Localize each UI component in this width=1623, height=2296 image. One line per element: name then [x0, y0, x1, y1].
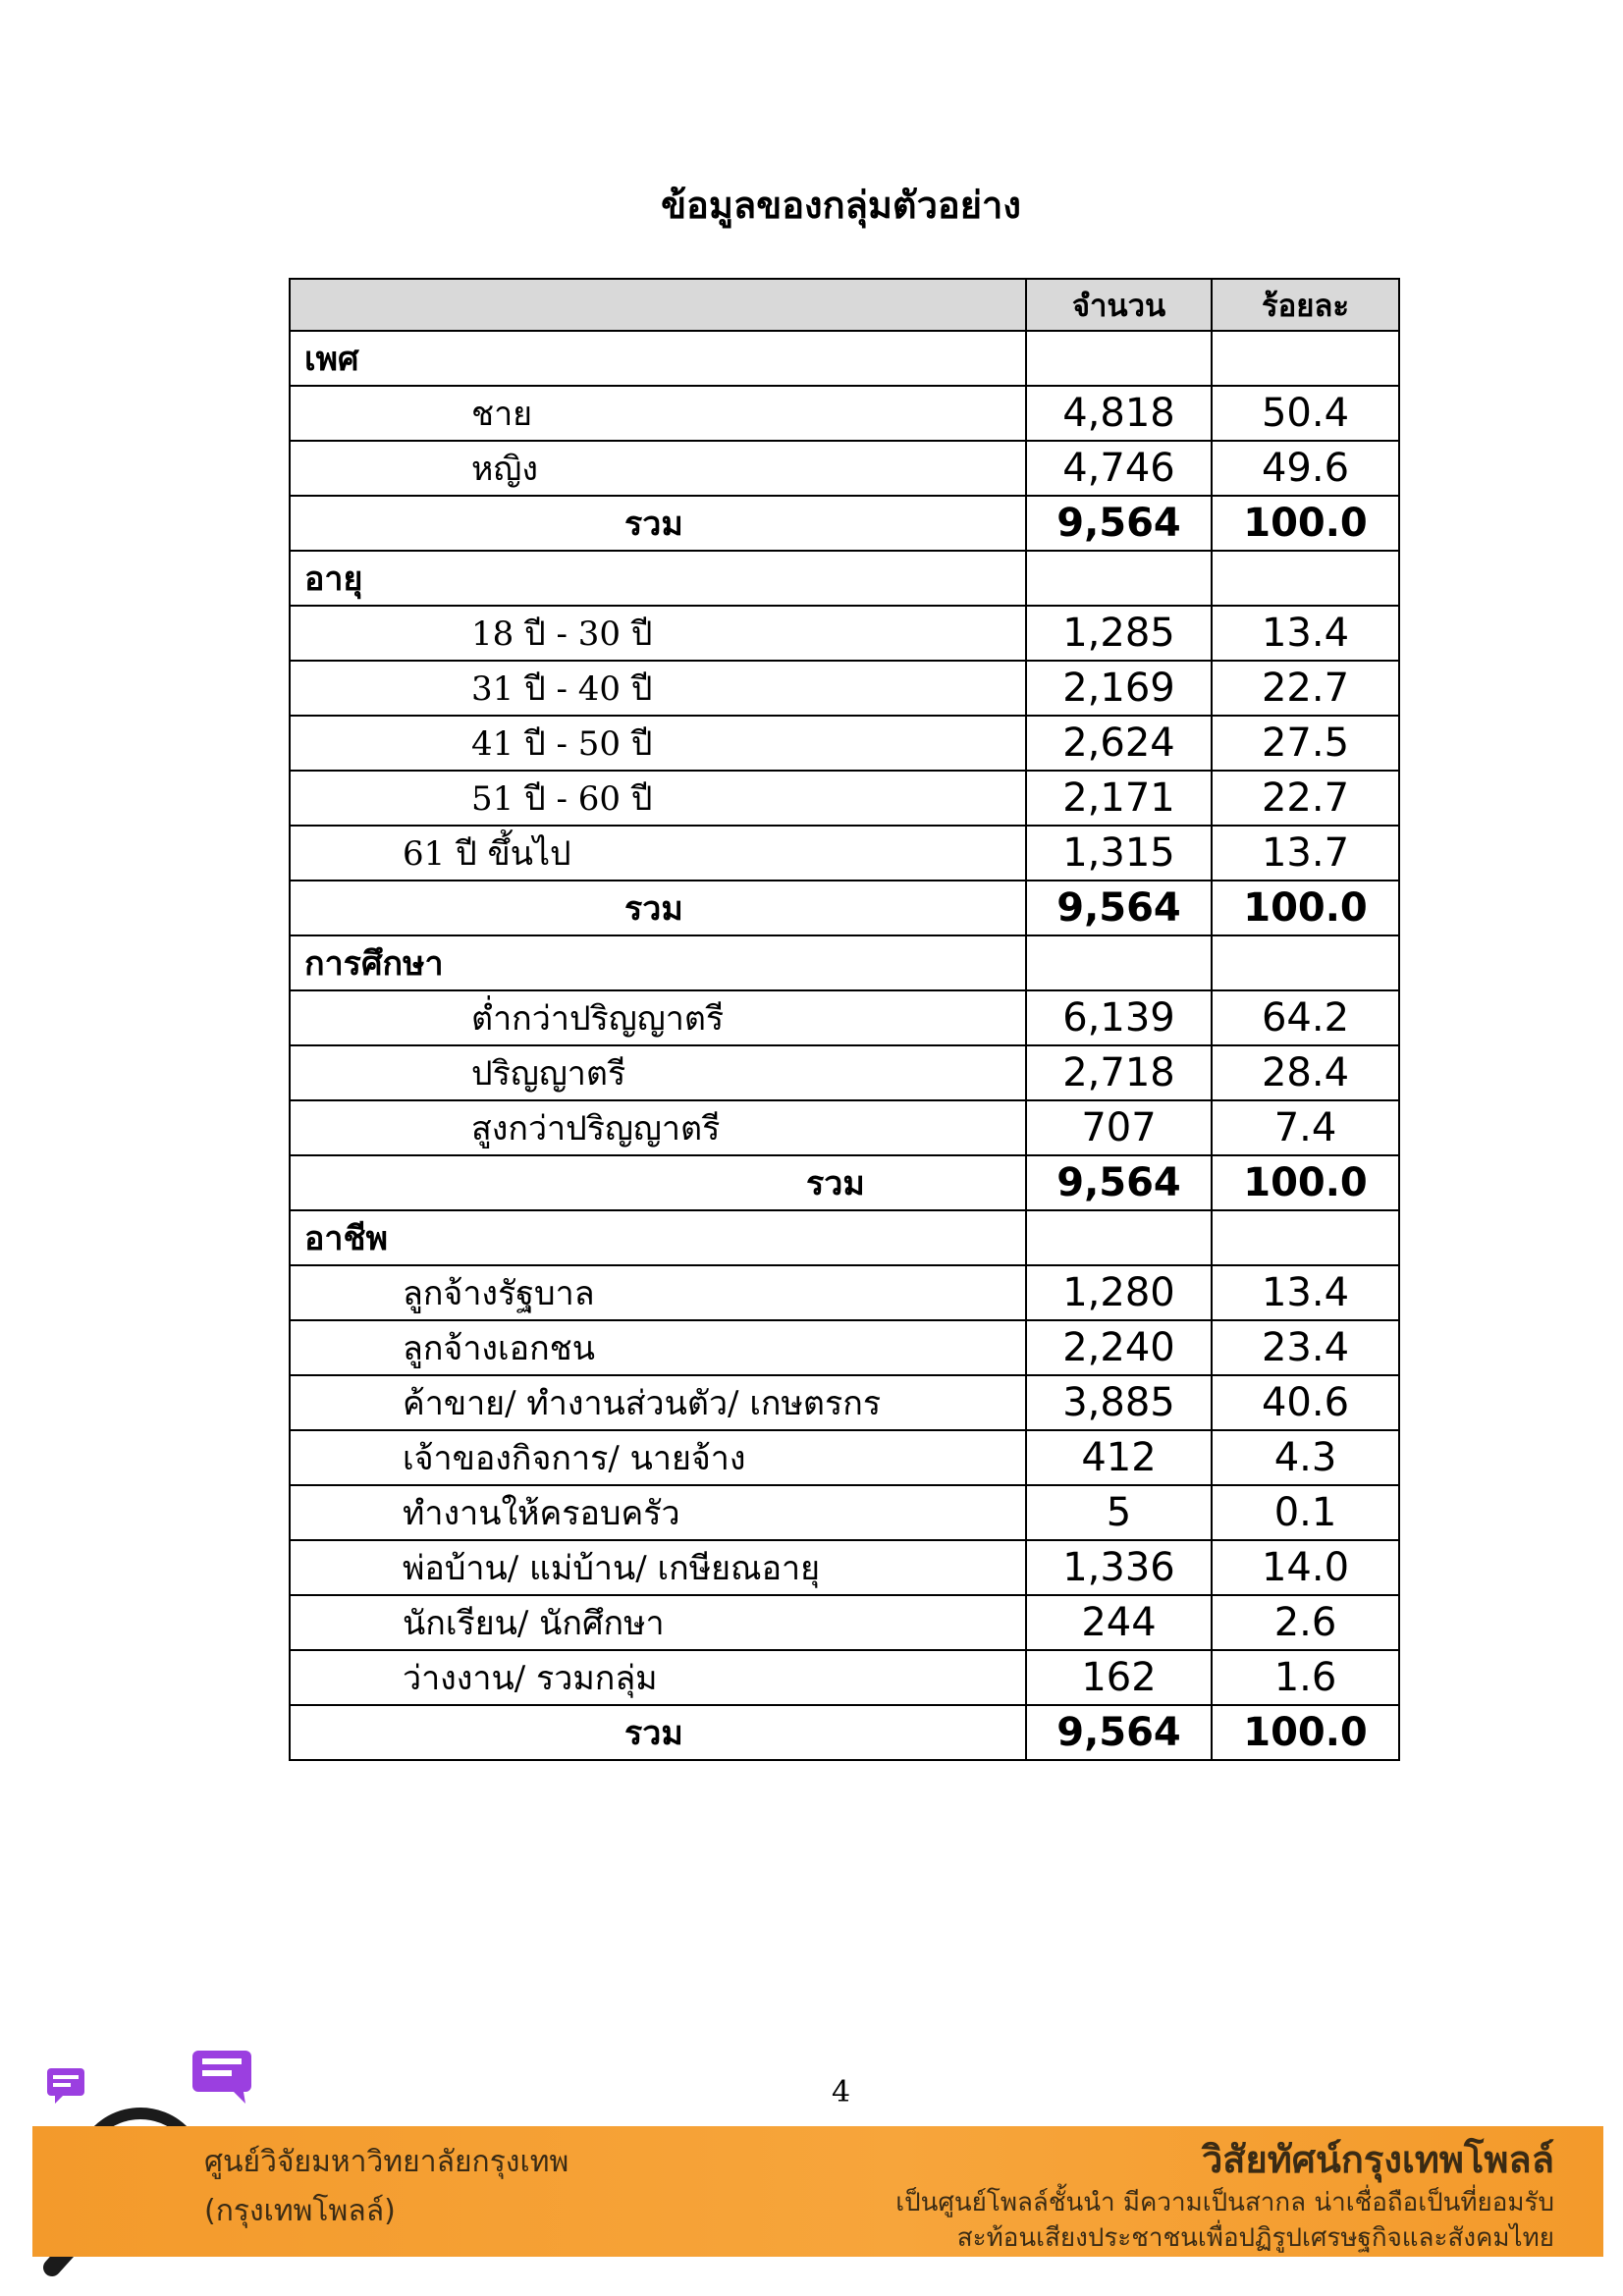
- footer-org-short: (กรุงเทพโพลล์): [204, 2194, 396, 2228]
- footer-banner: [32, 2126, 1603, 2257]
- count-cell: 4,818: [1026, 386, 1212, 441]
- count-cell: 1,315: [1026, 826, 1212, 881]
- table-row: [290, 826, 1399, 881]
- percent-cell: 13.4: [1212, 1265, 1399, 1320]
- percent-cell: 13.4: [1212, 606, 1399, 661]
- table-row: [290, 331, 1399, 386]
- table-row: [290, 1430, 1399, 1485]
- count-cell: 3,885: [1026, 1375, 1212, 1430]
- table-row: [290, 661, 1399, 716]
- total-label: รวม: [290, 496, 1026, 551]
- chat-bubble-icon: [192, 2051, 251, 2104]
- percent-cell: [1212, 935, 1399, 990]
- table-row: [290, 606, 1399, 661]
- table-row: [290, 935, 1399, 990]
- footer-vision: [895, 2134, 1554, 2256]
- percent-cell: 100.0: [1212, 881, 1399, 935]
- table-row: [290, 881, 1399, 935]
- table-row: [290, 1265, 1399, 1320]
- row-label: ลูกจ้างรัฐบาล: [290, 1265, 1026, 1320]
- footer-org-name: ศูนย์วิจัยมหาวิทยาลัยกรุงเทพ: [204, 2145, 569, 2179]
- row-label: นักเรียน/ นักศึกษา: [290, 1595, 1026, 1650]
- row-label: 31 ปี - 40 ปี: [290, 661, 1026, 716]
- count-cell: 2,169: [1026, 661, 1212, 716]
- table-row: [290, 1210, 1399, 1265]
- table-row: [290, 990, 1399, 1045]
- table-row: [290, 441, 1399, 496]
- percent-cell: 22.7: [1212, 661, 1399, 716]
- count-cell: 1,280: [1026, 1265, 1212, 1320]
- row-label: 61 ปี ขึ้นไป: [290, 826, 1026, 881]
- percent-cell: 0.1: [1212, 1485, 1399, 1540]
- table-row: [290, 716, 1399, 771]
- footer-tagline-1: เป็นศูนย์โพลล์ชั้นนำ มีความเป็นสากล น่าเชื่อถือเป็นที่ยอมรับ: [895, 2188, 1554, 2217]
- percent-cell: [1212, 1210, 1399, 1265]
- count-cell: 1,336: [1026, 1540, 1212, 1595]
- row-label: ชาย: [290, 386, 1026, 441]
- row-label: ต่ำกว่าปริญญาตรี: [290, 990, 1026, 1045]
- row-label: พ่อบ้าน/ แม่บ้าน/ เกษียณอายุ: [290, 1540, 1026, 1595]
- row-label: หญิง: [290, 441, 1026, 496]
- table-row: [290, 496, 1399, 551]
- percent-cell: 14.0: [1212, 1540, 1399, 1595]
- table-row: [290, 1100, 1399, 1155]
- count-cell: 244: [1026, 1595, 1212, 1650]
- row-label: 41 ปี - 50 ปี: [290, 716, 1026, 771]
- percent-cell: 2.6: [1212, 1595, 1399, 1650]
- percent-cell: 49.6: [1212, 441, 1399, 496]
- row-label: ปริญญาตรี: [290, 1045, 1026, 1100]
- table-row: [290, 1375, 1399, 1430]
- table-row: [290, 1485, 1399, 1540]
- row-label: ลูกจ้างเอกชน: [290, 1320, 1026, 1375]
- percent-cell: 13.7: [1212, 826, 1399, 881]
- count-cell: 1,285: [1026, 606, 1212, 661]
- percent-cell: 7.4: [1212, 1100, 1399, 1155]
- chat-bubble-icon: [47, 2068, 84, 2104]
- count-cell: [1026, 935, 1212, 990]
- percent-cell: 100.0: [1212, 496, 1399, 551]
- percent-cell: 64.2: [1212, 990, 1399, 1045]
- count-cell: [1026, 1210, 1212, 1265]
- footer-brand: วิสัยทัศน์กรุงเทพโพลล์: [1201, 2138, 1554, 2181]
- percent-cell: 4.3: [1212, 1430, 1399, 1485]
- table-row: [290, 1155, 1399, 1210]
- count-cell: 9,564: [1026, 496, 1212, 551]
- table-header-row: [290, 279, 1399, 331]
- group-heading: เพศ: [290, 331, 1026, 386]
- page-title: ข้อมูลของกลุ่มตัวอย่าง: [661, 183, 1021, 227]
- count-cell: 2,240: [1026, 1320, 1212, 1375]
- table-row: [290, 1595, 1399, 1650]
- group-heading: อาชีพ: [290, 1210, 1026, 1265]
- group-heading: อายุ: [290, 551, 1026, 606]
- percent-cell: [1212, 331, 1399, 386]
- percent-cell: 28.4: [1212, 1045, 1399, 1100]
- count-cell: 2,171: [1026, 771, 1212, 826]
- footer-tagline-2: สะท้อนเสียงประชาชนเพื่อปฏิรูปเศรษฐกิจและสังคมไทย: [956, 2223, 1554, 2253]
- count-cell: 4,746: [1026, 441, 1212, 496]
- count-cell: 162: [1026, 1650, 1212, 1705]
- count-cell: [1026, 551, 1212, 606]
- percent-cell: 50.4: [1212, 386, 1399, 441]
- count-cell: 9,564: [1026, 1155, 1212, 1210]
- footer-org: [204, 2138, 568, 2236]
- table-row: [290, 1320, 1399, 1375]
- row-label: ทำงานให้ครอบครัว: [290, 1485, 1026, 1540]
- percent-cell: 100.0: [1212, 1705, 1399, 1760]
- header-count: จำนวน: [1026, 279, 1212, 331]
- page-number: 4: [831, 2075, 851, 2109]
- count-cell: 5: [1026, 1485, 1212, 1540]
- table-row: [290, 1540, 1399, 1595]
- table-row: [290, 1705, 1399, 1760]
- count-cell: 6,139: [1026, 990, 1212, 1045]
- header-label: [290, 279, 1026, 331]
- percent-cell: 1.6: [1212, 1650, 1399, 1705]
- count-cell: 9,564: [1026, 881, 1212, 935]
- header-percent: ร้อยละ: [1212, 279, 1399, 331]
- row-label: เจ้าของกิจการ/ นายจ้าง: [290, 1430, 1026, 1485]
- table-row: [290, 551, 1399, 606]
- count-cell: 9,564: [1026, 1705, 1212, 1760]
- sample-info-table: [289, 278, 1400, 1761]
- count-cell: 2,718: [1026, 1045, 1212, 1100]
- row-label: ว่างงาน/ รวมกลุ่ม: [290, 1650, 1026, 1705]
- group-heading: การศึกษา: [290, 935, 1026, 990]
- count-cell: 707: [1026, 1100, 1212, 1155]
- percent-cell: 27.5: [1212, 716, 1399, 771]
- total-label: รวม: [290, 1155, 1026, 1210]
- table-row: [290, 771, 1399, 826]
- percent-cell: 40.6: [1212, 1375, 1399, 1430]
- percent-cell: 100.0: [1212, 1155, 1399, 1210]
- table-row: [290, 1650, 1399, 1705]
- row-label: 51 ปี - 60 ปี: [290, 771, 1026, 826]
- total-label: รวม: [290, 881, 1026, 935]
- table-row: [290, 1045, 1399, 1100]
- percent-cell: 22.7: [1212, 771, 1399, 826]
- count-cell: 2,624: [1026, 716, 1212, 771]
- percent-cell: 23.4: [1212, 1320, 1399, 1375]
- count-cell: [1026, 331, 1212, 386]
- row-label: 18 ปี - 30 ปี: [290, 606, 1026, 661]
- row-label: ค้าขาย/ ทำงานส่วนตัว/ เกษตรกร: [290, 1375, 1026, 1430]
- total-label: รวม: [290, 1705, 1026, 1760]
- table-row: [290, 386, 1399, 441]
- percent-cell: [1212, 551, 1399, 606]
- row-label: สูงกว่าปริญญาตรี: [290, 1100, 1026, 1155]
- count-cell: 412: [1026, 1430, 1212, 1485]
